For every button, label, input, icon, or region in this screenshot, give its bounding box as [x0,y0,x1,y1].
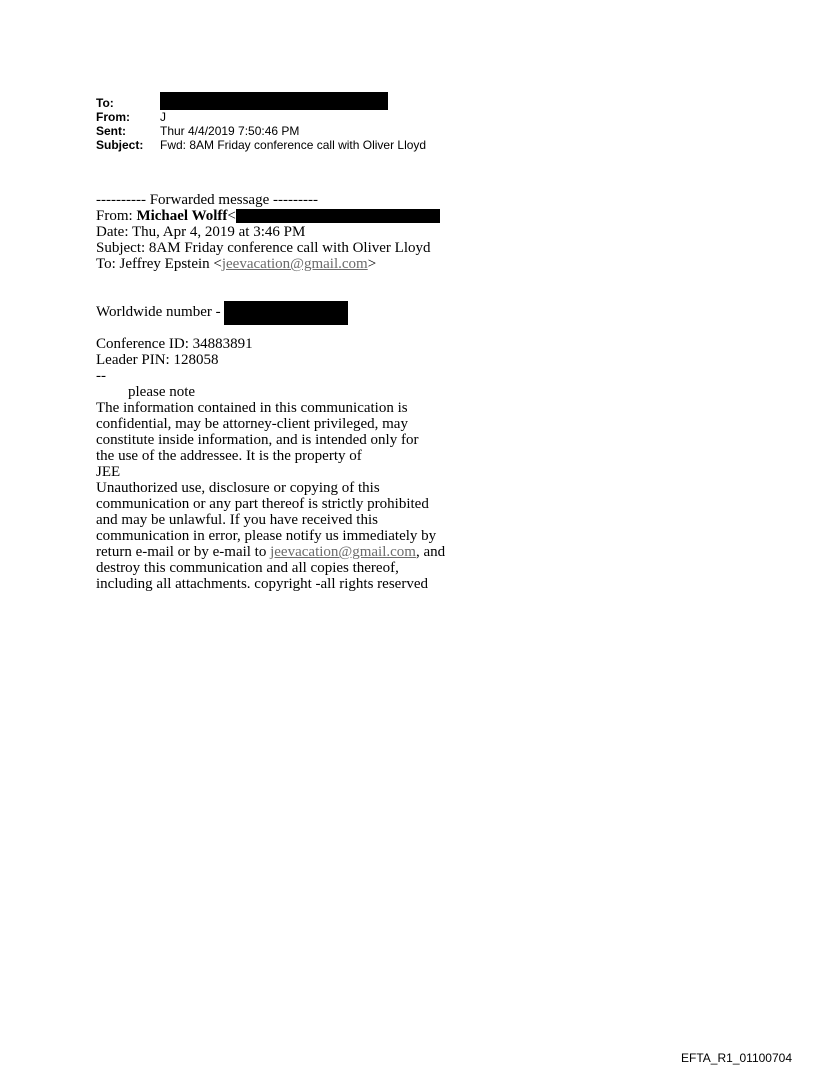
from-label: From: [96,110,130,124]
disclaimer-line: destroy this communication and all copies thereof, [96,560,399,576]
disclaimer-line: JEE [96,464,121,480]
email-link[interactable]: jeevacation@gmail.com [270,544,416,560]
forward-to-line: To: Jeffrey Epstein <jeevacation@gmail.com> [96,256,377,272]
disclaimer-line: confidential, may be attorney-client privileged, may [96,416,408,432]
email-link[interactable]: jeevacation@gmail.com [221,256,368,272]
email-body [96,192,516,592]
worldwide-number-line: Worldwide number - [96,304,516,322]
forward-subject-line: Subject: 8AM Friday conference call with Oliver Lloyd [96,240,431,256]
subject-value: Fwd: 8AM Friday conference call with Oliver Lloyd [160,138,427,152]
to-label: To: [96,96,114,110]
disclaimer-line: Unauthorized use, disclosure or copying of this [96,480,380,496]
sender-name: Michael Wolff [136,208,228,224]
forward-from-line: From: Michael Wolff< [96,208,516,224]
disclaimer-line: and may be unlawful. If you have received this [96,512,378,528]
sent-label: Sent: [96,124,126,138]
disclaimer-line: the use of the addressee. It is the property of [96,448,362,464]
disclaimer-line: The information contained in this communication is [96,400,408,416]
leader-pin: Leader PIN: 128058 [96,352,219,368]
disclaimer-line: communication or any part thereof is strictly prohibited [96,496,429,512]
forward-date-line: Date: Thu, Apr 4, 2019 at 3:46 PM [96,224,306,240]
disclaimer-line: constitute inside information, and is intended only for [96,432,419,448]
disclaimer-note: please note [128,384,196,400]
forward-divider: ---------- Forwarded message --------- [96,192,318,208]
disclaimer-line: communication in error, please notify us immediately by [96,528,437,544]
conference-id: Conference ID: 34883891 [96,336,253,352]
sent-value: Thur 4/4/2019 7:50:46 PM [160,124,300,138]
signature-separator: -- [96,368,106,384]
redaction-box [160,92,388,110]
disclaimer-email-line: return e-mail or by e-mail to jeevacation@gmail.com, and [96,544,446,560]
document-id: EFTA_R1_01100704 [681,1051,792,1065]
from-value: J [160,110,166,124]
redaction-box [236,209,440,223]
subject-label: Subject: [96,138,144,152]
redaction-box [224,301,348,325]
disclaimer-line: including all attachments. copyright -all rights reserved [96,576,428,592]
